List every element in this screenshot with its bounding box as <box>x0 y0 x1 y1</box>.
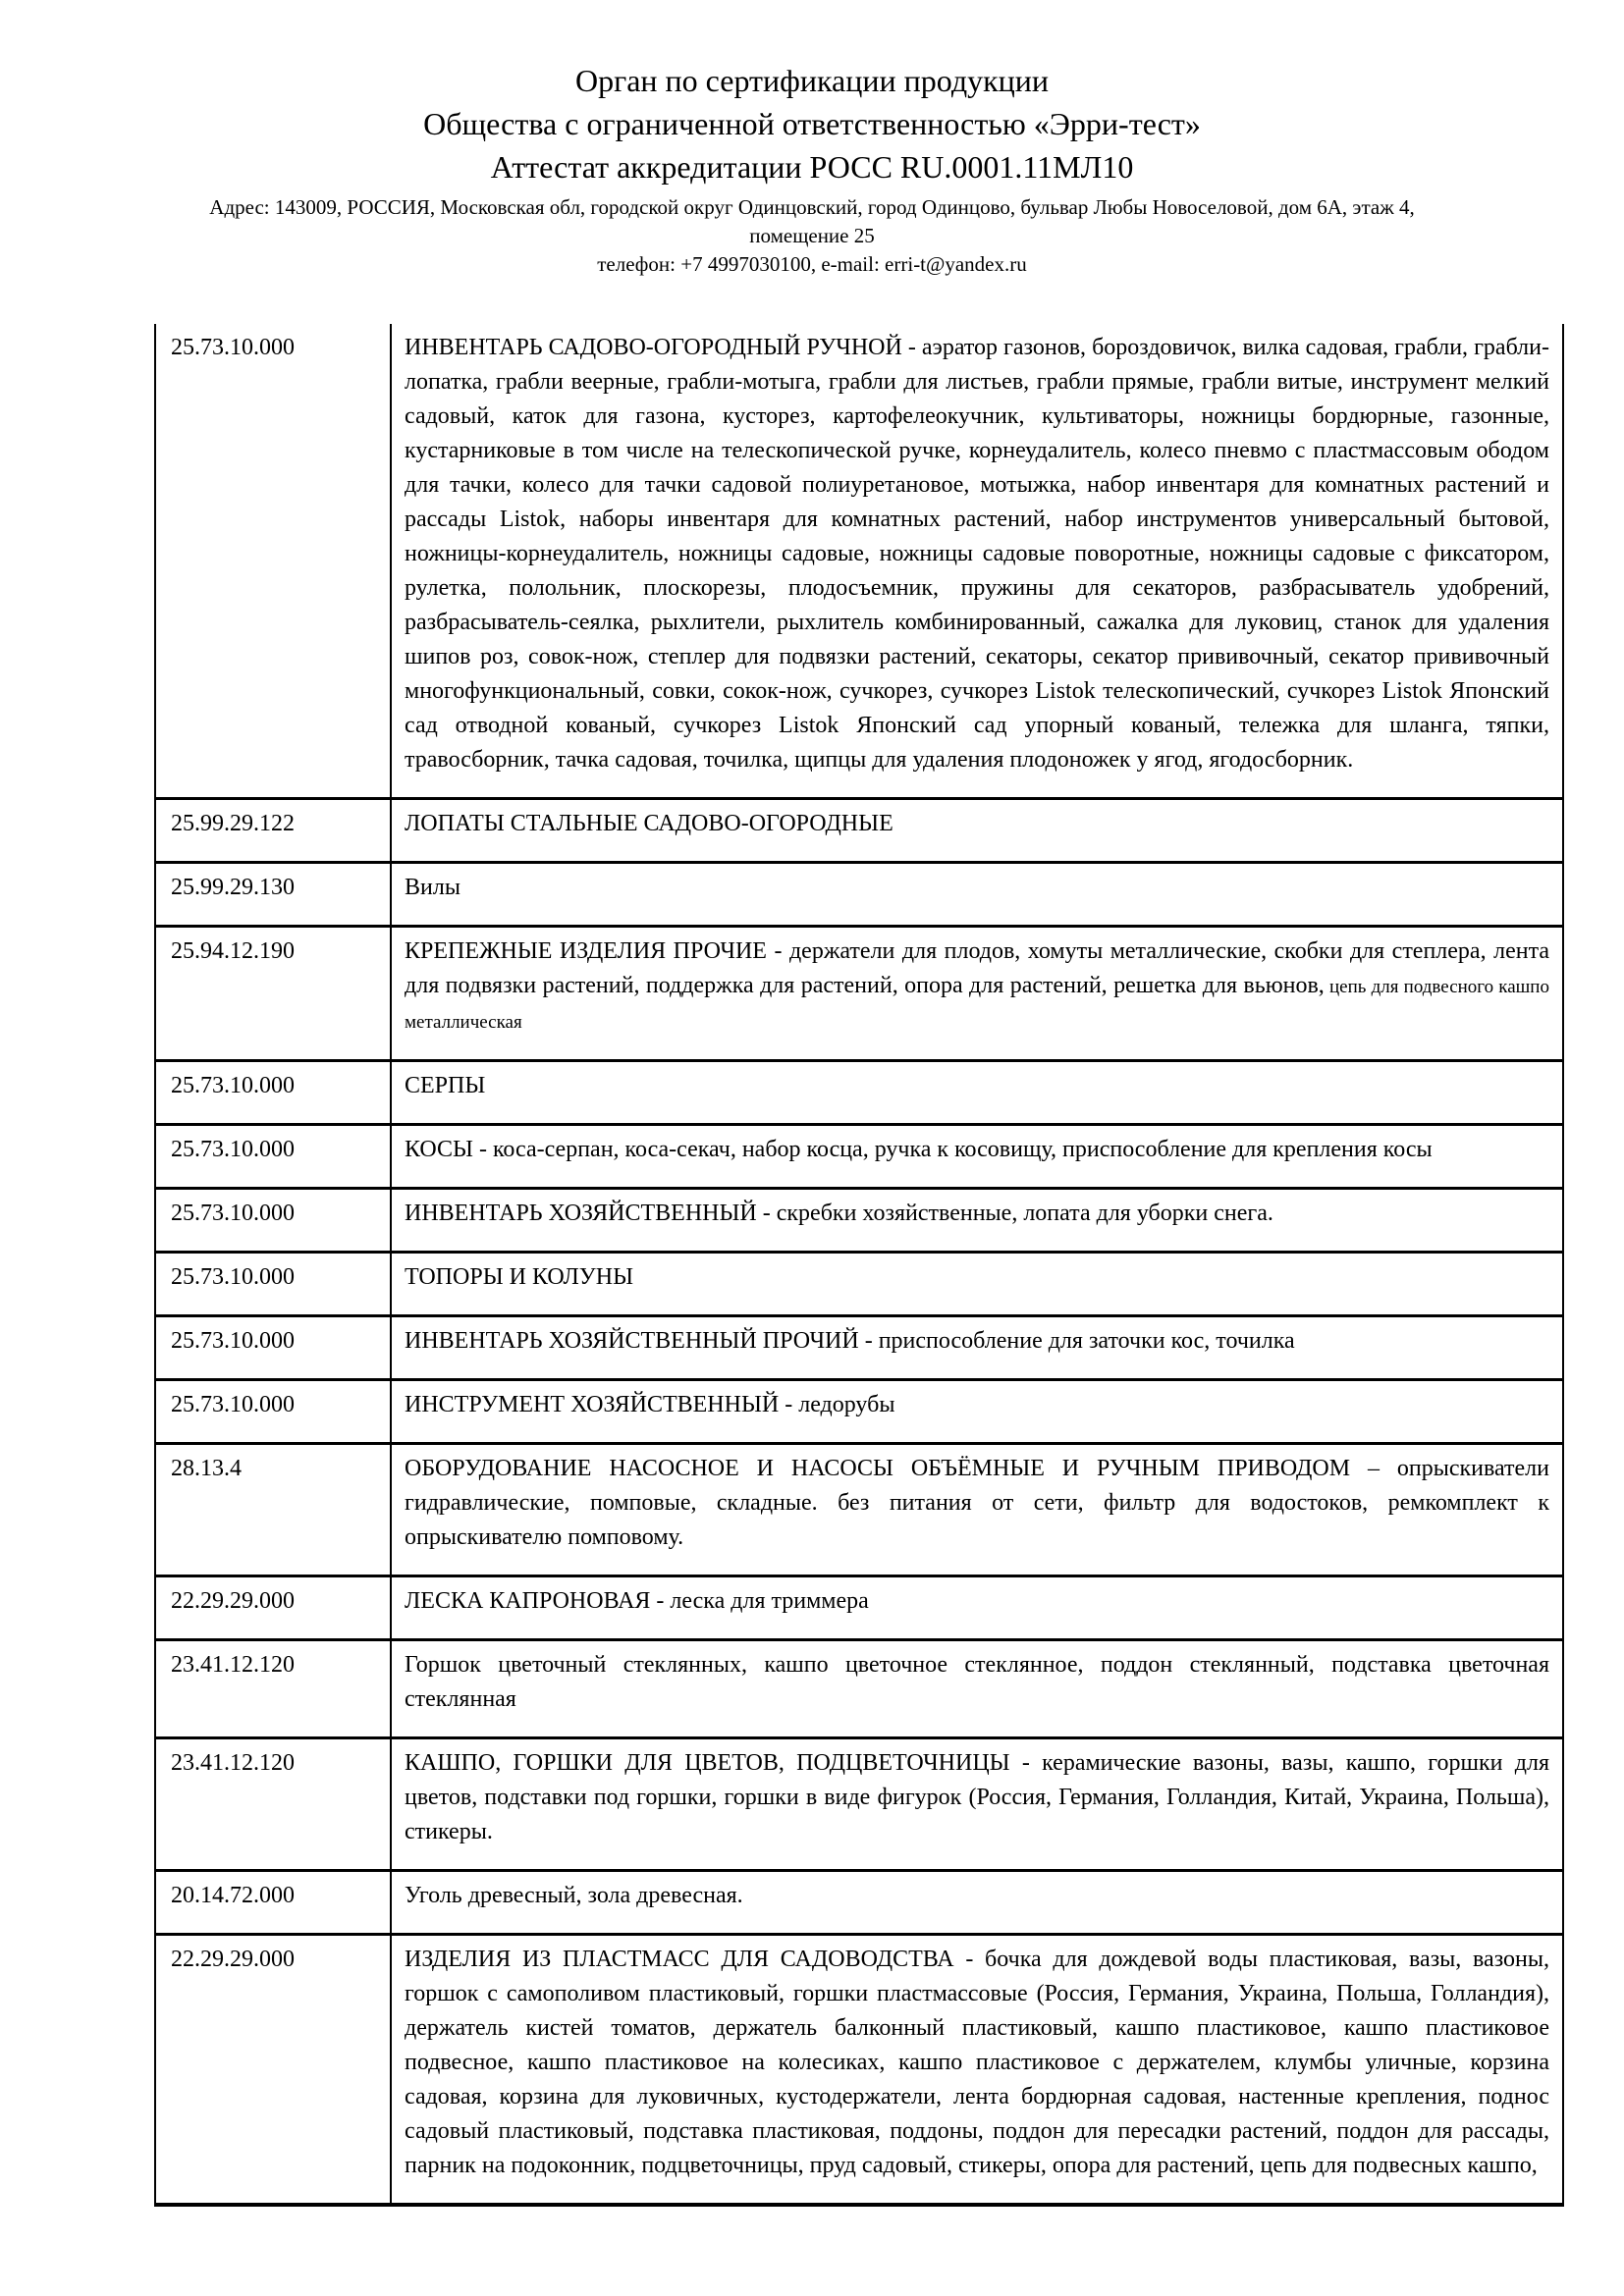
code-cell: 22.29.29.000 <box>171 1947 295 1972</box>
description-cell <box>390 1317 1562 1378</box>
table-row <box>156 1936 1562 2203</box>
description-text: ИНВЕНТАРЬ САДОВО-ОГОРОДНЫЙ РУЧНОЙ - аэратор газонов, бороздовичок, вилка садовая, грабли, грабли-лопатка, грабли веерные, грабли-мотыга, грабли для листьев, грабли прямые, грабли витые, инструмент мелкий садовый, каток для газона, кусторез, картофелеокучник, культиваторы, ножницы бордюрные, газонные, кустарниковые в том числе на телескопической ручке, корнеудалитель, колесо пневмо с пластмассовым ободом для тачки, колесо для тачки садовой полиуретановое, мотыжка, набор инвентаря для комнатных растений и рассады Listok, наборы инвентаря для комнатных растений, набор инструментов универсальный бытовой, ножницы-корнеудалитель, ножницы садовые, ножницы садовые поворотные, ножницы садовые с фиксатором, рулетка, полольник, плоскорезы, плодосъемник, пружины для секаторов, разбрасыватель удобрений, разбрасыватель-сеялка, рыхлители, рыхлитель комбинированный, сажалка для луковиц, станок для удаления шипов роз, совок-нож, степлер для подвязки растений, секаторы, секатор прививочный, секатор прививочный многофункциональный, совки, сокок-нож, сучкорез, сучкорез Listok телескопический, сучкорез Listok Японский сад отводной кованый, сучкорез Listok Японский сад упорный кованый, тележка для шланга, тяпки, травосборник, тачка садовая, точилка, щипцы для удаления плодоножек у ягод, ягодосборник. <box>405 335 1549 773</box>
description-text: ЛОПАТЫ СТАЛЬНЫЕ САДОВО-ОГОРОДНЫЕ <box>405 811 893 836</box>
code-cell: 25.73.10.000 <box>171 1073 295 1098</box>
table-row <box>156 1577 1562 1641</box>
description-cell <box>390 1062 1562 1123</box>
description-text: КОСЫ - коса-серпан, коса-секач, набор косца, ручка к косовищу, приспособление для крепления косы <box>405 1137 1433 1162</box>
contact-line: телефон: +7 4997030100, e-mail: erri-t@yandex.ru <box>597 252 1027 276</box>
description-cell <box>390 1577 1562 1638</box>
code-cell: 22.29.29.000 <box>171 1588 295 1614</box>
table-row <box>156 928 1562 1062</box>
code-cell: 25.99.29.130 <box>171 875 295 900</box>
description-text: Вилы <box>405 875 460 900</box>
code-cell: 25.73.10.000 <box>171 1328 295 1354</box>
code-cell: 25.73.10.000 <box>171 1201 295 1226</box>
table-row <box>156 1190 1562 1254</box>
description-cell <box>390 1254 1562 1314</box>
table-row <box>156 1641 1562 1739</box>
table-row <box>156 324 1562 800</box>
table-row <box>156 800 1562 864</box>
description-cell <box>390 1445 1562 1575</box>
accreditation-line: Аттестат аккредитации РОСС RU.0001.11МЛ10 <box>490 149 1134 185</box>
description-text: ЛЕСКА КАПРОНОВАЯ - леска для триммера <box>405 1588 869 1614</box>
description-text: ИНВЕНТАРЬ ХОЗЯЙСТВЕННЫЙ ПРОЧИЙ - приспособление для заточки кос, точилка <box>405 1328 1295 1354</box>
table-row <box>156 1062 1562 1126</box>
document-header <box>0 0 1624 279</box>
description-cell <box>390 324 1562 797</box>
description-text: ТОПОРЫ И КОЛУНЫ <box>405 1264 634 1290</box>
description-text: КРЕПЕЖНЫЕ ИЗДЕЛИЯ ПРОЧИЕ - держатели для плодов, хомуты металлические, скобки для степлера, лента для подвязки растений, поддержка для растений, опора для растений, решетка для вьюнов, <box>405 938 1549 998</box>
description-text: КАШПО, ГОРШКИ ДЛЯ ЦВЕТОВ, ПОДЦВЕТОЧНИЦЫ - керамические вазоны, вазы, кашпо, горшки для цветов, подставки под горшки, горшки в виде фигурок (Россия, Германия, Голландия, Китай, Украина, Польша), стикеры. <box>405 1750 1549 1844</box>
description-text: СЕРПЫ <box>405 1073 486 1098</box>
table-row <box>156 1445 1562 1577</box>
code-cell: 23.41.12.120 <box>171 1652 295 1678</box>
address-line-1: Адрес: 143009, РОССИЯ, Московская обл, городской округ Одинцовский, город Одинцово, бульвар Любы Новоселовой, дом 6А, этаж 4, <box>209 195 1415 219</box>
address-line-2: помещение 25 <box>749 224 875 247</box>
code-cell: 20.14.72.000 <box>171 1883 295 1908</box>
code-cell: 25.94.12.190 <box>171 938 295 964</box>
code-cell: 25.73.10.000 <box>171 1264 295 1290</box>
code-cell: 25.73.10.000 <box>171 1137 295 1162</box>
table-row <box>156 1739 1562 1872</box>
address-block <box>0 193 1624 279</box>
org-title-line-2: Общества с ограниченной ответственностью «Эрри-тест» <box>423 106 1201 141</box>
description-text: ОБОРУДОВАНИЕ НАСОСНОЕ И НАСОСЫ ОБЪЁМНЫЕ И РУЧНЫМ ПРИВОДОМ – опрыскиватели гидравлические, помповые, складные. без питания от сети, фильтр для водостоков, ремкомплект к опрыскивателю помповому. <box>405 1456 1549 1550</box>
description-cell <box>390 1381 1562 1442</box>
description-cell <box>390 800 1562 861</box>
code-cell: 25.99.29.122 <box>171 811 295 836</box>
table-row <box>156 1254 1562 1317</box>
table-row <box>156 1381 1562 1445</box>
description-small-text: цепь для подвесного кашпо металлическая <box>405 977 1549 1033</box>
code-cell: 25.73.10.000 <box>171 335 295 360</box>
description-text: ИЗДЕЛИЯ ИЗ ПЛАСТМАСС ДЛЯ САДОВОДСТВА - бочка для дождевой воды пластиковая, вазы, вазоны, горшок с самополивом пластиковый, горшки пластмассовые (Россия, Германия, Украина, Польша, Голландия), держатель кистей томатов, держатель балконный пластиковый, кашпо пластиковое, кашпо пластиковое подвесное, кашпо пластиковое на колесиках, кашпо пластиковое с держателем, клумбы уличные, корзина садовая, корзина для луковичных, кустодержатели, лента бордюрная садовая, настенные крепления, поднос садовый пластиковый, подставка пластиковая, поддоны, поддон для пересадки растений, поддон для рассады, парник на подоконник, подцветочницы, пруд садовый, стикеры, опора для растений, цепь для подвесных кашпо, <box>405 1947 1549 2178</box>
description-cell <box>390 1739 1562 1869</box>
org-title-line-1: Орган по сертификации продукции <box>574 63 1050 98</box>
code-cell: 25.73.10.000 <box>171 1392 295 1417</box>
table-row <box>156 1872 1562 1936</box>
description-text: Горшок цветочный стеклянных, кашпо цветочное стеклянное, поддон стеклянный, подставка цветочная стеклянная <box>405 1652 1549 1712</box>
description-text: ИНСТРУМЕНТ ХОЗЯЙСТВЕННЫЙ - ледорубы <box>405 1392 895 1417</box>
table-row <box>156 864 1562 928</box>
description-cell <box>390 1126 1562 1187</box>
description-text: ИНВЕНТАРЬ ХОЗЯЙСТВЕННЫЙ - скребки хозяйственные, лопата для уборки снега. <box>405 1201 1273 1226</box>
description-cell <box>390 1872 1562 1933</box>
description-cell <box>390 864 1562 925</box>
table-row <box>156 1317 1562 1381</box>
table-row <box>156 1126 1562 1190</box>
description-cell <box>390 1936 1562 2203</box>
code-cell: 23.41.12.120 <box>171 1750 295 1776</box>
description-cell <box>390 1190 1562 1251</box>
description-text: Уголь древесный, зола древесная. <box>405 1883 743 1908</box>
products-table <box>154 324 1564 2207</box>
description-cell <box>390 928 1562 1059</box>
description-cell <box>390 1641 1562 1736</box>
code-cell: 28.13.4 <box>171 1456 242 1481</box>
